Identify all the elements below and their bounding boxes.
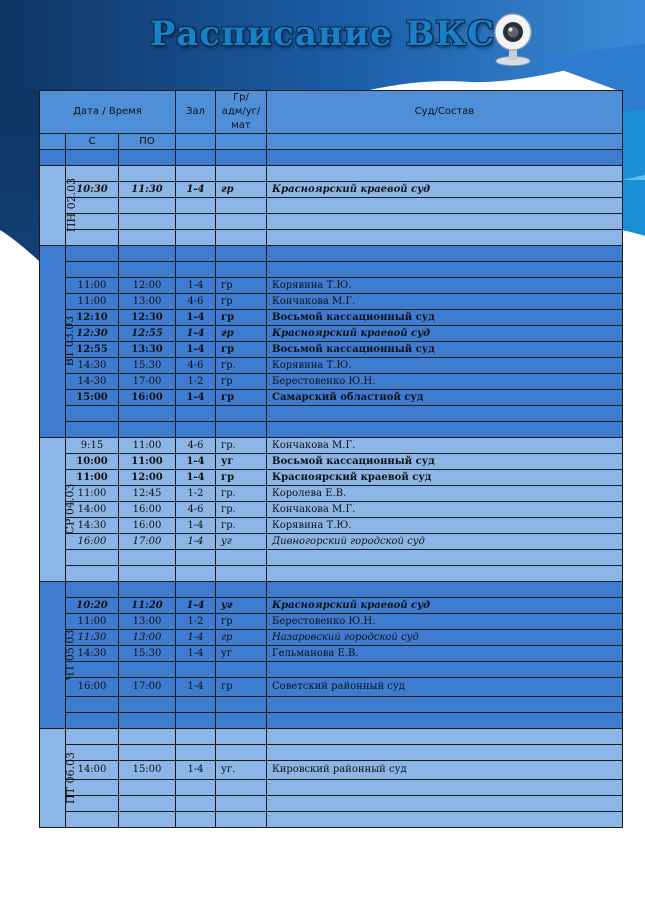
- case-type-cell: гр: [216, 310, 267, 326]
- table-row: [40, 294, 623, 310]
- case-type-cell: [216, 166, 267, 182]
- time-from-cell: [66, 246, 119, 262]
- header-case-type-line2: адм/уг/: [221, 106, 261, 117]
- case-type-cell: гр: [216, 342, 267, 358]
- subheader-blank: [216, 134, 267, 150]
- hall-cell: 1-4: [176, 182, 216, 198]
- time-from-cell: [66, 713, 119, 729]
- time-to-cell: 17-00: [119, 374, 176, 390]
- day-label: ВТ 03.03: [63, 315, 77, 367]
- case-type-cell: гр.: [216, 438, 267, 454]
- time-to-cell: [119, 422, 176, 438]
- case-type-cell: [216, 262, 267, 278]
- court-cell: Королева Е.В.: [267, 486, 623, 502]
- court-cell: [267, 697, 623, 713]
- time-to-cell: [119, 166, 176, 182]
- table-row: [40, 614, 623, 630]
- hall-cell: [176, 662, 216, 678]
- time-to-cell: [119, 780, 176, 796]
- time-to-cell: [119, 566, 176, 582]
- spacer-row: [40, 150, 623, 166]
- court-cell: Кировский районный суд: [267, 761, 623, 780]
- court-cell: Гельманова Е.В.: [267, 646, 623, 662]
- court-cell: Дивногорский городской суд: [267, 534, 623, 550]
- table-row: [40, 518, 623, 534]
- court-cell: [267, 566, 623, 582]
- time-to-cell: 12:55: [119, 326, 176, 342]
- court-cell: Красноярский краевой суд: [267, 182, 623, 198]
- time-to-cell: [119, 662, 176, 678]
- hall-cell: [176, 812, 216, 828]
- table-row: [40, 646, 623, 662]
- time-to-cell: 13:00: [119, 614, 176, 630]
- court-cell: Восьмой кассационный суд: [267, 342, 623, 358]
- time-to-cell: 12:00: [119, 278, 176, 294]
- case-type-cell: уг: [216, 534, 267, 550]
- case-type-cell: [216, 406, 267, 422]
- case-type-cell: [216, 550, 267, 566]
- case-type-cell: [216, 729, 267, 745]
- case-type-cell: [216, 697, 267, 713]
- time-from-cell: [66, 729, 119, 745]
- table-row: [40, 358, 623, 374]
- subheader-from: С: [66, 134, 119, 150]
- case-type-cell: [216, 796, 267, 812]
- hall-cell: [176, 406, 216, 422]
- court-cell: [267, 780, 623, 796]
- case-type-cell: уг.: [216, 761, 267, 780]
- time-from-cell: 11:00: [66, 486, 119, 502]
- hall-cell: [176, 566, 216, 582]
- time-from-cell: 14-30: [66, 374, 119, 390]
- time-from-cell: 16:00: [66, 534, 119, 550]
- court-cell: [267, 230, 623, 246]
- table-row: [40, 310, 623, 326]
- table-row: [40, 278, 623, 294]
- time-to-cell: 13:00: [119, 294, 176, 310]
- webcam-icon: [492, 12, 534, 66]
- case-type-cell: [216, 662, 267, 678]
- day-label-cell: [40, 166, 79, 246]
- court-cell: [267, 406, 623, 422]
- time-from-cell: 10:20: [66, 598, 119, 614]
- case-type-cell: [216, 214, 267, 230]
- time-to-cell: 15:00: [119, 761, 176, 780]
- hall-cell: 1-4: [176, 630, 216, 646]
- time-to-cell: 11:30: [119, 182, 176, 198]
- case-type-cell: [216, 812, 267, 828]
- table-row: [40, 534, 623, 550]
- court-cell: Назаровский городской суд: [267, 630, 623, 646]
- day-label: ПТ 06.03: [63, 751, 77, 804]
- hall-cell: [176, 582, 216, 598]
- table-row: [40, 713, 623, 729]
- case-type-cell: гр.: [216, 486, 267, 502]
- hall-cell: [176, 166, 216, 182]
- header-case-type: [216, 91, 267, 134]
- header-date-time: Дата / Время: [40, 91, 176, 134]
- time-from-cell: [66, 812, 119, 828]
- hall-cell: [176, 550, 216, 566]
- hall-cell: [176, 198, 216, 214]
- table-header-row: [40, 91, 623, 134]
- time-from-cell: [66, 582, 119, 598]
- time-to-cell: 12:45: [119, 486, 176, 502]
- case-type-cell: [216, 422, 267, 438]
- table-row: [40, 454, 623, 470]
- table-row: [40, 550, 623, 566]
- day-label-cell: [40, 246, 77, 438]
- time-from-cell: [66, 566, 119, 582]
- hall-cell: [176, 230, 216, 246]
- court-cell: Красноярский краевой суд: [267, 598, 623, 614]
- court-cell: Кончакова М.Г.: [267, 502, 623, 518]
- time-from-cell: 14:00: [66, 761, 119, 780]
- case-type-cell: гр: [216, 182, 267, 198]
- hall-cell: 1-4: [176, 390, 216, 406]
- case-type-cell: гр.: [216, 502, 267, 518]
- hall-cell: 1-4: [176, 470, 216, 486]
- court-cell: Берестовенко Ю.Н.: [267, 614, 623, 630]
- time-to-cell: 11:00: [119, 454, 176, 470]
- time-to-cell: 16:00: [119, 518, 176, 534]
- hall-cell: 1-4: [176, 342, 216, 358]
- court-cell: Красноярский краевой суд: [267, 470, 623, 486]
- case-type-cell: [216, 713, 267, 729]
- table-row: [40, 230, 623, 246]
- time-to-cell: 12:30: [119, 310, 176, 326]
- time-from-cell: 11:00: [66, 614, 119, 630]
- court-cell: [267, 796, 623, 812]
- time-to-cell: 11:00: [119, 438, 176, 454]
- table-row: [40, 326, 623, 342]
- table-row: [40, 761, 623, 780]
- subheader-blank: [267, 134, 623, 150]
- table-row: [40, 697, 623, 713]
- hall-cell: 1-4: [176, 534, 216, 550]
- header-court: Суд/Состав: [267, 91, 623, 134]
- time-to-cell: [119, 246, 176, 262]
- table-row: [40, 438, 623, 454]
- header-case-type-line3: мат: [231, 120, 251, 131]
- table-row: [40, 470, 623, 486]
- table-row: [40, 166, 623, 182]
- court-cell: [267, 262, 623, 278]
- time-to-cell: 16:00: [119, 502, 176, 518]
- table-row: [40, 374, 623, 390]
- table-row: [40, 729, 623, 745]
- court-cell: Самарский областной суд: [267, 390, 623, 406]
- hall-cell: 1-4: [176, 598, 216, 614]
- hall-cell: [176, 422, 216, 438]
- case-type-cell: гр: [216, 470, 267, 486]
- time-from-cell: [66, 422, 119, 438]
- time-from-cell: 11:00: [66, 470, 119, 486]
- court-cell: [267, 729, 623, 745]
- case-type-cell: [216, 745, 267, 761]
- hall-cell: 1-4: [176, 518, 216, 534]
- time-to-cell: [119, 230, 176, 246]
- court-cell: [267, 582, 623, 598]
- hall-cell: [176, 745, 216, 761]
- court-cell: [267, 550, 623, 566]
- table-row: [40, 780, 623, 796]
- day-label: СР 04.03: [63, 483, 77, 535]
- time-to-cell: 17:00: [119, 534, 176, 550]
- hall-cell: 1-4: [176, 646, 216, 662]
- court-cell: [267, 214, 623, 230]
- subheader-blank: [176, 134, 216, 150]
- day-label-cell: [40, 729, 77, 828]
- subheader-to: ПО: [119, 134, 176, 150]
- time-from-cell: 12:30: [66, 326, 119, 342]
- table-row: [40, 198, 623, 214]
- time-to-cell: 12:00: [119, 470, 176, 486]
- time-to-cell: 17:00: [119, 678, 176, 697]
- hall-cell: 1-2: [176, 374, 216, 390]
- table-row: [40, 262, 623, 278]
- case-type-cell: гр.: [216, 358, 267, 374]
- table-row: [40, 796, 623, 812]
- case-type-cell: [216, 198, 267, 214]
- day-label: ЧТ 05.03: [63, 629, 77, 680]
- hall-cell: 1-4: [176, 761, 216, 780]
- day-label: ПН 02.03: [65, 177, 79, 233]
- hall-cell: 4-6: [176, 358, 216, 374]
- court-cell: Корявина Т.Ю.: [267, 358, 623, 374]
- hall-cell: [176, 214, 216, 230]
- time-to-cell: [119, 745, 176, 761]
- hall-cell: 1-4: [176, 310, 216, 326]
- time-from-cell: 11:00: [66, 294, 119, 310]
- hall-cell: [176, 262, 216, 278]
- case-type-cell: уг: [216, 454, 267, 470]
- case-type-cell: гр: [216, 326, 267, 342]
- hall-cell: 1-2: [176, 486, 216, 502]
- court-cell: [267, 662, 623, 678]
- time-to-cell: [119, 796, 176, 812]
- case-type-cell: уг: [216, 646, 267, 662]
- table-row: [40, 745, 623, 761]
- time-to-cell: [119, 406, 176, 422]
- case-type-cell: [216, 230, 267, 246]
- time-from-cell: 14:30: [66, 518, 119, 534]
- court-cell: [267, 422, 623, 438]
- court-cell: [267, 166, 623, 182]
- time-from-cell: 9:15: [66, 438, 119, 454]
- day-label-cell: [40, 438, 77, 582]
- case-type-cell: гр: [216, 294, 267, 310]
- table-row: [40, 214, 623, 230]
- hall-cell: 4-6: [176, 502, 216, 518]
- table-row: [40, 662, 623, 678]
- time-from-cell: 12:55: [66, 342, 119, 358]
- hall-cell: 1-4: [176, 278, 216, 294]
- hall-cell: 1-4: [176, 326, 216, 342]
- table-row: [40, 582, 623, 598]
- case-type-cell: гр: [216, 390, 267, 406]
- hall-cell: 1-4: [176, 678, 216, 697]
- case-type-cell: гр: [216, 630, 267, 646]
- time-to-cell: 15:30: [119, 646, 176, 662]
- table-row: [40, 406, 623, 422]
- court-cell: Корявина Т.Ю.: [267, 278, 623, 294]
- time-from-cell: 12:10: [66, 310, 119, 326]
- table-row: [40, 598, 623, 614]
- case-type-cell: уг: [216, 598, 267, 614]
- table-row: [40, 182, 623, 198]
- time-from-cell: 14:00: [66, 502, 119, 518]
- court-cell: [267, 713, 623, 729]
- court-cell: Корявина Т.Ю.: [267, 518, 623, 534]
- time-to-cell: [119, 198, 176, 214]
- time-from-cell: [66, 550, 119, 566]
- hall-cell: 4-6: [176, 294, 216, 310]
- time-from-cell: 10:30: [66, 182, 119, 198]
- time-from-cell: [66, 697, 119, 713]
- header-case-type-line1: Гр/: [233, 92, 249, 103]
- hall-cell: [176, 697, 216, 713]
- table-row: [40, 342, 623, 358]
- hall-cell: 1-4: [176, 454, 216, 470]
- time-from-cell: [66, 262, 119, 278]
- hall-cell: 1-2: [176, 614, 216, 630]
- time-to-cell: [119, 214, 176, 230]
- table-row: [40, 246, 623, 262]
- court-cell: Кончакова М.Г.: [267, 294, 623, 310]
- time-to-cell: [119, 582, 176, 598]
- court-cell: [267, 812, 623, 828]
- time-from-cell: 14:30: [66, 646, 119, 662]
- case-type-cell: гр: [216, 614, 267, 630]
- case-type-cell: [216, 780, 267, 796]
- case-type-cell: [216, 566, 267, 582]
- court-cell: Берестовенко Ю.Н.: [267, 374, 623, 390]
- page-title: Расписание ВКС: [149, 14, 496, 54]
- time-from-cell: 11:30: [66, 630, 119, 646]
- table-row: [40, 422, 623, 438]
- case-type-cell: [216, 246, 267, 262]
- time-to-cell: 11:20: [119, 598, 176, 614]
- subheader-blank: [40, 134, 66, 150]
- hall-cell: [176, 796, 216, 812]
- time-from-cell: 11:00: [66, 278, 119, 294]
- court-cell: Кончакова М.Г.: [267, 438, 623, 454]
- schedule-body: [40, 166, 623, 828]
- time-from-cell: 16:00: [66, 678, 119, 697]
- table-row: [40, 812, 623, 828]
- time-from-cell: 15:00: [66, 390, 119, 406]
- hall-cell: [176, 713, 216, 729]
- time-to-cell: [119, 713, 176, 729]
- table-row: [40, 566, 623, 582]
- table-row: [40, 486, 623, 502]
- hall-cell: 4-6: [176, 438, 216, 454]
- court-cell: Восьмой кассационный суд: [267, 454, 623, 470]
- table-row: [40, 630, 623, 646]
- time-to-cell: [119, 729, 176, 745]
- table-subheader-row: [40, 134, 623, 150]
- table-row: [40, 678, 623, 697]
- time-to-cell: [119, 262, 176, 278]
- hall-cell: [176, 780, 216, 796]
- schedule-table: [39, 90, 623, 828]
- court-cell: Советский районный суд: [267, 678, 623, 697]
- header-hall: Зал: [176, 91, 216, 134]
- court-cell: Красноярский краевой суд: [267, 326, 623, 342]
- time-to-cell: 16:00: [119, 390, 176, 406]
- time-to-cell: [119, 697, 176, 713]
- court-cell: Восьмой кассационный суд: [267, 310, 623, 326]
- case-type-cell: гр.: [216, 518, 267, 534]
- table-row: [40, 390, 623, 406]
- time-from-cell: [66, 406, 119, 422]
- case-type-cell: гр: [216, 278, 267, 294]
- time-to-cell: 15:30: [119, 358, 176, 374]
- time-from-cell: 14:30: [66, 358, 119, 374]
- table-row: [40, 502, 623, 518]
- case-type-cell: гр: [216, 374, 267, 390]
- time-to-cell: [119, 812, 176, 828]
- case-type-cell: [216, 582, 267, 598]
- hall-cell: [176, 729, 216, 745]
- day-label-cell: [40, 582, 77, 729]
- case-type-cell: гр: [216, 678, 267, 697]
- time-from-cell: 10:00: [66, 454, 119, 470]
- court-cell: [267, 745, 623, 761]
- hall-cell: [176, 246, 216, 262]
- time-to-cell: [119, 550, 176, 566]
- court-cell: [267, 246, 623, 262]
- time-to-cell: 13:00: [119, 630, 176, 646]
- time-to-cell: 13:30: [119, 342, 176, 358]
- court-cell: [267, 198, 623, 214]
